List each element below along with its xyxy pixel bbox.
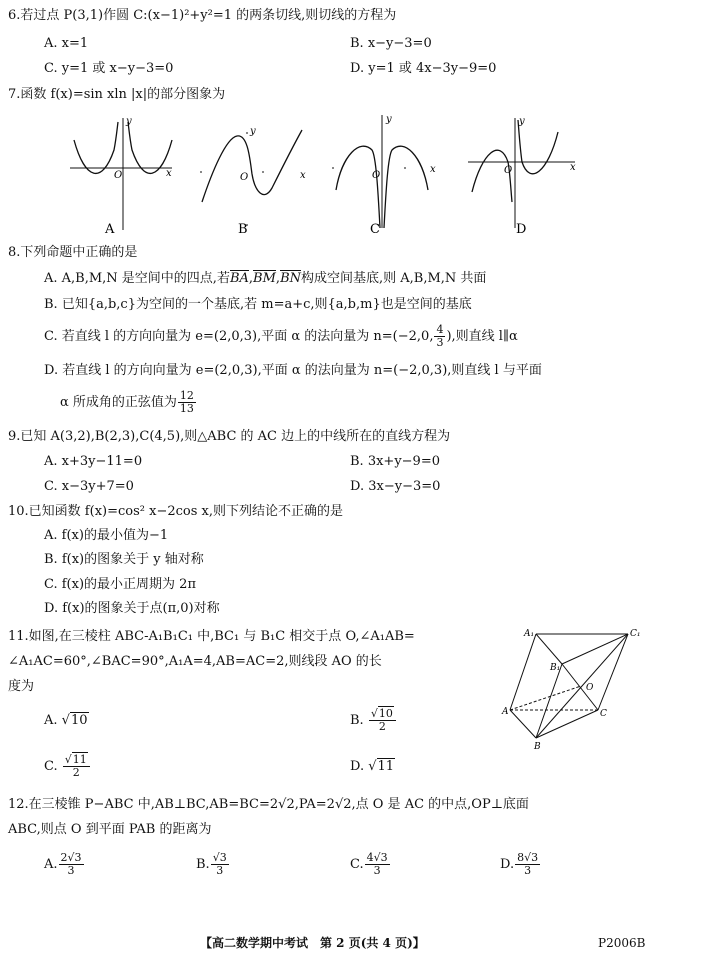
q11-fig-b: B (534, 742, 541, 752)
q12-option-b: B. $\frac{√3}{3}$ (196, 851, 227, 877)
q6-option-a: A. x=1 (44, 36, 89, 51)
q7-label-a: A (105, 222, 115, 237)
q10-option-d: D. f(x)的图象关于点(π,0)对称 (44, 601, 220, 616)
q7-d-origin: O (504, 165, 513, 176)
q10-option-c: C. f(x)的最小正周期为 2π (44, 577, 196, 592)
page-footer: 【高二数学期中考试 第 2 页(共 4 页)】 (200, 936, 425, 950)
q9-option-c: C. x−3y+7=0 (44, 479, 134, 494)
q11-prism-figure (500, 624, 650, 754)
page-code: P2006B (598, 936, 646, 950)
q8-option-d-cont: α 所成角的正弦值为 $\frac{12}{13}$ (60, 389, 194, 415)
q11-option-d: D. √11 (350, 759, 395, 774)
q11-line2: ∠A₁AC=60°,∠BAC=90°,A₁A=4,AB=AC=2,则线段 AO 的长 (8, 654, 382, 669)
q8-option-d: D. 若直线 l 的方向向量为 e=(2,0,3),平面 α 的法向量为 n=(−2,0,3),则直线 l 与平面 (44, 363, 542, 378)
q7-b-origin: O (240, 172, 249, 183)
q11-option-b: B. $\frac{√10}{2}$ (350, 708, 397, 733)
q9-option-b: B. 3x+y−9=0 (350, 454, 440, 469)
q8-option-b: B. 已知{a,b,c}为空间的一个基底,若 m=a+c,则{a,b,m}也是空间的基底 (44, 297, 472, 312)
q7-graph-c (332, 114, 436, 237)
q11-line3: 度为 (8, 679, 35, 694)
q7-d-xlabel: x (570, 162, 576, 173)
q7-c-ylabel: y (386, 114, 392, 125)
q11-fig-a1: A₁ (524, 629, 535, 639)
q10-option-b: B. f(x)的图象关于 y 轴对称 (44, 552, 204, 567)
q12-option-c: C. $\frac{4√3}{3}$ (350, 851, 388, 877)
q7-stem: 7.函数 f(x)=sin xln |x|的部分图象为 (8, 87, 226, 102)
q6-stem: 6.若过点 P(3,1)作圆 C:(x−1)²+y²=1 的两条切线,则切线的方程为 (8, 8, 397, 23)
q6-option-d: D. y=1 或 4x−3y−9=0 (350, 61, 497, 76)
q7-graph-b (200, 126, 306, 237)
q8-stem: 8.下列命题中正确的是 (8, 245, 138, 260)
q7-a-origin: O (114, 170, 123, 181)
q11-option-c: C. $\frac{√11}{2}$ (44, 754, 91, 779)
q7-b-ylabel: y (250, 126, 256, 137)
q11-fig-a: A (502, 707, 509, 717)
q12-line1: 12.在三棱锥 P−ABC 中,AB⊥BC,AB=BC=2√2,PA=2√2,点 O 是 AC 的中点,OP⊥底面 (8, 797, 529, 812)
q7-a-xlabel: x (166, 168, 172, 179)
q7-c-xlabel: x (430, 164, 436, 175)
q12-option-d: D. $\frac{8√3}{3}$ (500, 851, 539, 877)
q7-label-b: B (238, 222, 248, 237)
q11-fig-c: C (600, 709, 607, 719)
q8-option-a: A. A,B,M,N 是空间中的四点,若BA,BM,BN构成空间基底,则 A,B,M,N 共面 (44, 271, 487, 286)
q6-option-b: B. x−y−3=0 (350, 36, 432, 51)
q12-line2: ABC,则点 O 到平面 PAB 的距离为 (8, 822, 212, 837)
q8-option-c: C. 若直线 l 的方向向量为 e=(2,0,3),平面 α 的法向量为 n=(−2,0, $\frac{4}{3}$ ),则直线 l∥α (44, 323, 518, 349)
q7-label-c: C (370, 222, 380, 237)
q11-line1: 11.如图,在三棱柱 ABC-A₁B₁C₁ 中,BC₁ 与 B₁C 相交于点 O,∠A₁AB= (8, 629, 415, 644)
q11-option-a: A. √10 (44, 713, 88, 728)
q7-a-ylabel: y (126, 116, 132, 127)
q6-option-c: C. y=1 或 x−y−3=0 (44, 61, 174, 76)
q11-fig-c1: C₁ (630, 629, 641, 639)
q11-fig-o: O (586, 683, 594, 693)
q9-option-a: A. x+3y−11=0 (44, 454, 143, 469)
q12-option-a: A. $\frac{2√3}{3}$ (44, 851, 82, 877)
q9-option-d: D. 3x−y−3=0 (350, 479, 441, 494)
q10-option-a: A. f(x)的最小值为−1 (44, 528, 169, 543)
q7-graphs (60, 110, 700, 240)
q10-stem: 10.已知函数 f(x)=cos² x−2cos x,则下列结论不正确的是 (8, 504, 343, 519)
q7-graph-a (70, 116, 172, 237)
q7-c-origin: O (372, 170, 381, 181)
q11-fig-b1: B₁ (550, 663, 561, 673)
q9-stem: 9.已知 A(3,2),B(2,3),C(4,5),则△ABC 的 AC 边上的中线所在的直线方程为 (8, 429, 451, 444)
q7-d-ylabel: y (519, 116, 525, 127)
q7-label-d: D (516, 222, 527, 237)
q7-b-xlabel: x (300, 170, 306, 181)
q7-graph-d (468, 116, 576, 237)
